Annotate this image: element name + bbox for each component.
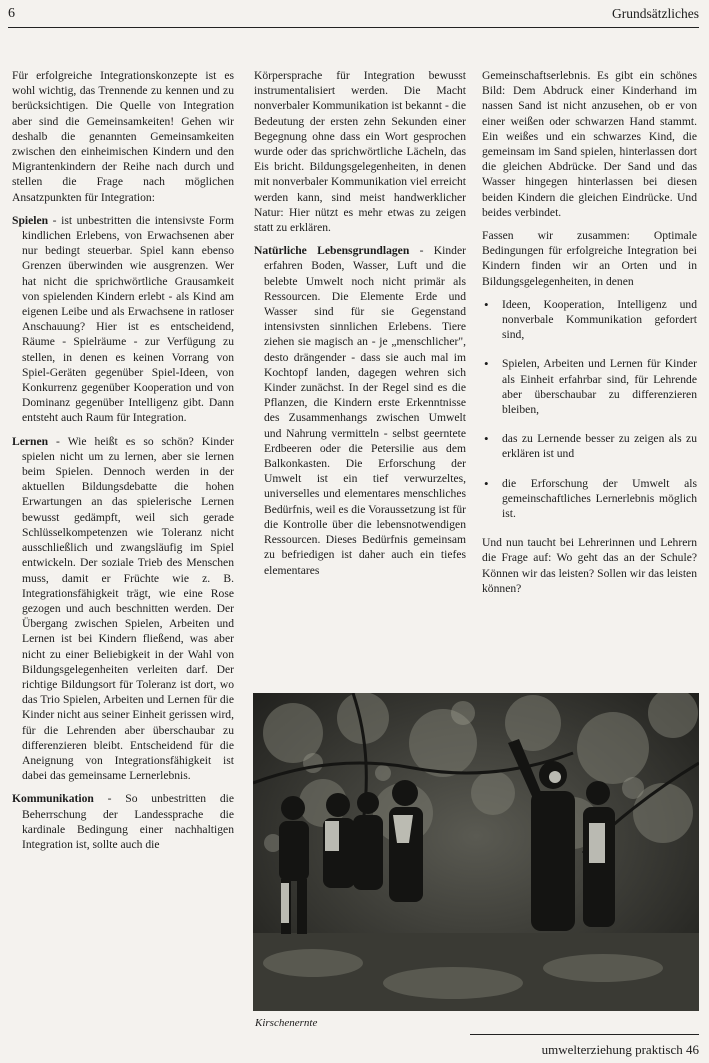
spielen-paragraph [12, 213, 234, 426]
spielen-text: - ist unbestritten die intensivste Form kindlichen Erlebens, von Erwachsenen aber nur bedingt steuerbar. Spiel kann ebenso Grenzen überwinden wie ausgrenzen. Wer hat nicht die sprichwörtliche Grausamkeit von spielenden Kindern erlebt - als Kind am eigenen Leibe und als Erwachsene in ratloser Anschauung? Hier ist es entscheidend, Räume - Spielräume - zur Verfügung zu stellen, in denen es keinen Vorrang von Spiel-Geräten gegenüber Spiel-Ideen, von Konkurrenz gegenüber Kooperation und von Dominanz gegenüber Intelligenz gibt. Dann entsteht auch Raum für Integration. [22, 213, 234, 425]
cherry-harvest-photo [253, 693, 699, 1011]
term-kommunikation: Kommunikation [12, 792, 94, 806]
header-rule [8, 27, 699, 28]
list-item: • Ideen, Kooperation, Intelligenz und nonverbale Kommunikation gefordert sind, [482, 297, 697, 343]
photo-caption: Kirschenernte [255, 1017, 318, 1029]
page-number: 6 [8, 6, 15, 21]
gemeinschaft-paragraph: Gemeinschaftserlebnis. Es gibt ein schönes Bild: Dem Abdruck einer Kinderhand im nassen Sand ist nicht anzusehen, ob er von einer weißen oder schwarzen Hand stammt. Ein weißes und ein schwarzes Kind, die gemeinsam im Sand spielen, hinterlassen dort die gleichen Abdrücke. Der Sand und das Wasser hingegen hinterlassen bei diesen beiden Kindern die gleichen Eindrücke. Und beides verbindet. [482, 69, 697, 219]
footer-rule [470, 1034, 699, 1035]
page-header [8, 6, 699, 26]
list-item: • Spielen, Arbeiten und Lernen für Kinder als Einheit erfahrbar sind, für Lehrende aber überschaubar zu differenzieren bleiben, [482, 356, 697, 417]
kommunikation-text: - So unbestritten die Beherrschung der Landessprache die kardinale Bedingung einer nachhaltigen Integration ist, sollte auch die [22, 792, 234, 851]
list-item: • die Erforschung der Umwelt als gemeinschaftliches Lernerlebnis möglich ist. [482, 476, 697, 522]
closing-paragraph: Und nun taucht bei Lehrerinnen und Lehrern die Frage auf: Wo geht das an der Schule? Können wir das leisten? Sollen wir das leisten können? [482, 536, 697, 595]
summary-paragraph: Fassen wir zusammen: Optimale Bedingungen für erfolgreiche Integration bei Kindern finden wir an Orten und in Bildungsgelegenheiten, in denen [482, 229, 697, 288]
conditions-list [482, 297, 697, 521]
lernen-text: - Wie heißt es so schön? Kinder spielen nicht um zu lernen, aber sie lernen beim Spielen. Dennoch werden in der aktuellen Bildungsdebatte die hohen Erwartungen an das spielerische Lernen bewusst gedämpft, weil sich gerade Schlüsselkompetenzen wie Toleranz nicht ausschließlich und zwangsläufig im Spiel entwickeln. Der soziale Trieb des Menschen muss, damit er Früchte wie z. B. Integrationsfähigkeit trägt, wie eine Rose gezogen und auch beschnitten werden. Der Übergang zwischen Spielen, Arbeiten und Lernen ist bei Kindern fließend, was aber nicht zu einer Beliebigkeit in der Wahl von Bildungsgelegenheiten verleiten darf. Der richtige Bildungsort für Toleranz ist dort, wo das Trio Spielen, Arbeiten und Lernen für die Kinder nicht aus seiner Einheit gerissen wird, für die Lehrenden aber überschaubar zu differenzieren bleibt. Entscheidend für die Aneignung von Integrationsfähigkeit ist dabei das gemeinsame Lernerlebnis. [22, 434, 234, 783]
section-title: Grundsätzliches [612, 6, 699, 21]
term-lebensgrundlagen: Natürliche Lebensgrundlagen [254, 244, 410, 258]
koerpersprache-paragraph: Körpersprache für Integration bewusst instrumentalisiert werden. Die Macht nonverbaler Kommunikation ist bekannt - die Bedeutung der ersten zehn Sekunden einer Begegnung ohne dass ein Wort gesprochen wurde oder das sprichwörtliche Lächeln, das Eis bricht. Bildungsgelegenheiten, in denen mit nonverbaler Kommunikation viel erreicht werden kann, sind meist handwerklicher Natur: Hier nützt es mehr etwas zu zeigen statt zu erklären. [254, 69, 466, 235]
term-spielen: Spielen [12, 213, 49, 227]
column-2 [254, 68, 466, 586]
term-lernen: Lernen [12, 434, 49, 448]
page-footer: umwelterziehung praktisch 46 [541, 1042, 699, 1057]
kommunikation-paragraph [12, 791, 234, 852]
lernen-paragraph [12, 434, 234, 784]
intro-paragraph: Für erfolgreiche Integrationskonzepte ist es wohl wichtig, das Trennende zu kennen und zu berücksichtigen. Die Quelle von Integration aber sind die Gemeinsamkeiten! Gehen wir deshalb die genannten Gemeinsamkeiten zwischen den einheimischen Kindern und den Migrantenkindern der Reihe nach durch und stellen die Frage nach möglichen Ansatzpunkten für Integration: [12, 69, 234, 204]
column-3 [482, 68, 697, 604]
photo-illustration [253, 693, 699, 1011]
column-1 [12, 68, 234, 860]
lebensgrundlagen-text: - Kinder erfahren Boden, Wasser, Luft und die belebte Umwelt noch nicht primär als Ressourcen. Die Elemente Erde und Wasser sind für sie Gegenstand intensivsten sinnlichen Erlebens. Tiere ziehen sie magisch an - je „menschlicher", desto drängender - dass sie auch mal im Kochtopf landen, dagegen wehren sich Kinder zunächst. In der Regel sind es die Pflanzen, die Kindern erste Erkenntnisse des Zusammenhangs zwischen Umwelt und Nahrung vermitteln - selbst geerntete Erdbeeren oder die Petersilie aus dem Balkonkasten. Die Erforschung der Umwelt ist ein tief verwurzeltes, universelles und elementares menschliches Bedürfnis, weil es die Voraussetzung ist für die Kontrolle über die lebensnotwendigen Ressourcen. Dieses Bedürfnis gemeinsam zu befriedigen ist daher auch ein tiefes elementares [264, 244, 466, 577]
lebensgrundlagen-paragraph [254, 243, 466, 577]
list-item: • das zu Lernende besser zu zeigen als zu erklären ist und [482, 431, 697, 461]
